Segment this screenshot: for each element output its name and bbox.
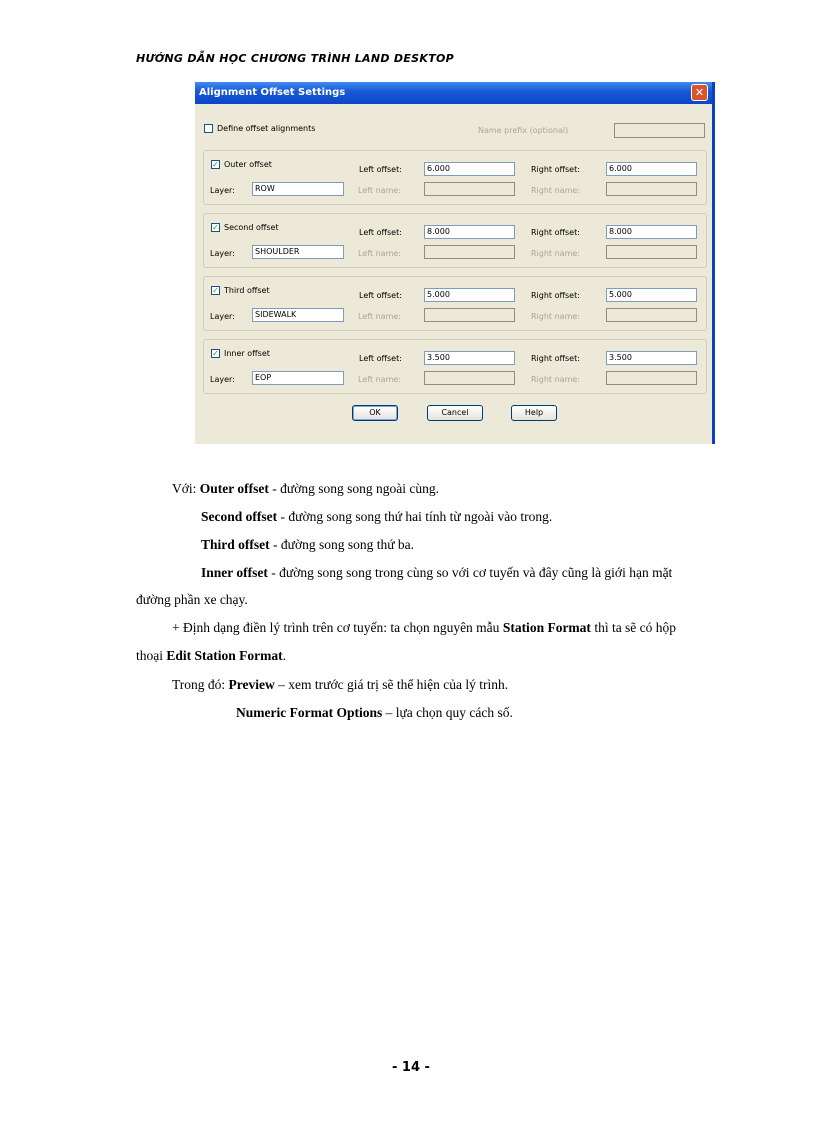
paragraph-preview: Trong đó: Preview – xem trước giá trị sẽ thể hiện của lý trình. (172, 677, 509, 692)
paragraph-inner-offset-cont: đường phần xe chạy. (136, 592, 248, 607)
define-offset-label: Define offset alignments (217, 124, 316, 133)
help-button[interactable]: Help (511, 405, 557, 421)
second-offset-group (203, 213, 707, 268)
third-offset-group (203, 276, 707, 331)
ok-button[interactable]: OK (352, 405, 398, 421)
outer-right-offset-field[interactable]: 6.000 (606, 162, 697, 176)
inner-left-offset-field[interactable]: 3.500 (424, 351, 515, 365)
inner-layer-field[interactable]: EOP (252, 371, 344, 385)
second-offset-checkbox[interactable]: ✓ (212, 223, 219, 232)
inner-right-name-field[interactable] (606, 371, 697, 385)
name-prefix-field[interactable] (614, 123, 705, 138)
inner-left-offset-label: Left offset: (359, 354, 402, 363)
outer-right-name-label: Right name: (531, 186, 580, 195)
paragraph-numeric-format: Numeric Format Options – lựa chọn quy cách số. (236, 705, 513, 720)
outer-offset-checkbox[interactable]: ✓ (212, 160, 219, 169)
alignment-offset-settings-dialog (195, 82, 715, 444)
inner-offset-label: Inner offset (224, 349, 270, 358)
paragraph-station-format: + Định dạng điền lý trình trên cơ tuyến: ta chọn nguyên mẫu Station Format thì ta sẽ có hộp (172, 620, 677, 635)
dialog-titlebar (195, 82, 712, 104)
second-right-name-field[interactable] (606, 245, 697, 259)
second-layer-field[interactable]: SHOULDER (252, 245, 344, 259)
paragraph-second-offset: Second offset - đường song song thứ hai tính từ ngoài vào trong. (201, 509, 553, 524)
inner-right-offset-field[interactable]: 3.500 (606, 351, 697, 365)
inner-left-name-label: Left name: (358, 375, 401, 384)
inner-offset-checkbox[interactable]: ✓ (212, 349, 219, 358)
second-right-offset-label: Right offset: (531, 228, 580, 237)
close-button[interactable]: ✕ (691, 84, 708, 101)
name-prefix-label: Name prefix (optional) (478, 126, 569, 135)
second-left-name-label: Left name: (358, 249, 401, 258)
paragraph-third-offset: Third offset - đường song song thứ ba. (201, 537, 415, 552)
outer-left-offset-field[interactable]: 6.000 (424, 162, 515, 176)
second-layer-label: Layer: (210, 249, 235, 258)
third-right-name-label: Right name: (531, 312, 580, 321)
inner-offset-group (203, 339, 707, 394)
outer-layer-label: Layer: (210, 186, 235, 195)
paragraph-outer-offset: Với: Outer offset - đường song song ngoài cùng. (172, 481, 439, 496)
third-offset-label: Third offset (224, 286, 270, 295)
inner-right-name-label: Right name: (531, 375, 580, 384)
outer-layer-field[interactable]: ROW (252, 182, 344, 196)
page-number: - 14 - (392, 1060, 430, 1075)
inner-right-offset-label: Right offset: (531, 354, 580, 363)
third-layer-field[interactable]: SIDEWALK (252, 308, 344, 322)
outer-left-name-label: Left name: (358, 186, 401, 195)
outer-left-name-field[interactable] (424, 182, 515, 196)
second-offset-label: Second offset (224, 223, 279, 232)
outer-left-offset-label: Left offset: (359, 165, 402, 174)
dialog-title: Alignment Offset Settings (199, 87, 346, 98)
third-left-offset-field[interactable]: 5.000 (424, 288, 515, 302)
third-left-name-field[interactable] (424, 308, 515, 322)
third-offset-checkbox[interactable]: ✓ (212, 286, 219, 295)
outer-offset-label: Outer offset (224, 160, 272, 169)
second-right-offset-field[interactable]: 8.000 (606, 225, 697, 239)
third-layer-label: Layer: (210, 312, 235, 321)
third-right-offset-field[interactable]: 5.000 (606, 288, 697, 302)
document-header: HƯỚNG DẪN HỌC CHƯƠNG TRÌNH LAND DESKTOP (136, 52, 455, 65)
third-right-offset-label: Right offset: (531, 291, 580, 300)
second-left-offset-label: Left offset: (359, 228, 402, 237)
second-left-offset-field[interactable]: 8.000 (424, 225, 515, 239)
outer-offset-group (203, 150, 707, 205)
cancel-button[interactable]: Cancel (427, 405, 483, 421)
paragraph-edit-station-format: thoại Edit Station Format. (136, 648, 286, 663)
inner-layer-label: Layer: (210, 375, 235, 384)
third-left-name-label: Left name: (358, 312, 401, 321)
third-right-name-field[interactable] (606, 308, 697, 322)
outer-right-name-field[interactable] (606, 182, 697, 196)
paragraph-inner-offset: Inner offset - đường song song trong cùng so với cơ tuyến và đây cũng là giới hạn mặt (201, 565, 673, 580)
second-right-name-label: Right name: (531, 249, 580, 258)
second-left-name-field[interactable] (424, 245, 515, 259)
inner-left-name-field[interactable] (424, 371, 515, 385)
define-offset-checkbox[interactable] (204, 124, 213, 133)
outer-right-offset-label: Right offset: (531, 165, 580, 174)
third-left-offset-label: Left offset: (359, 291, 402, 300)
